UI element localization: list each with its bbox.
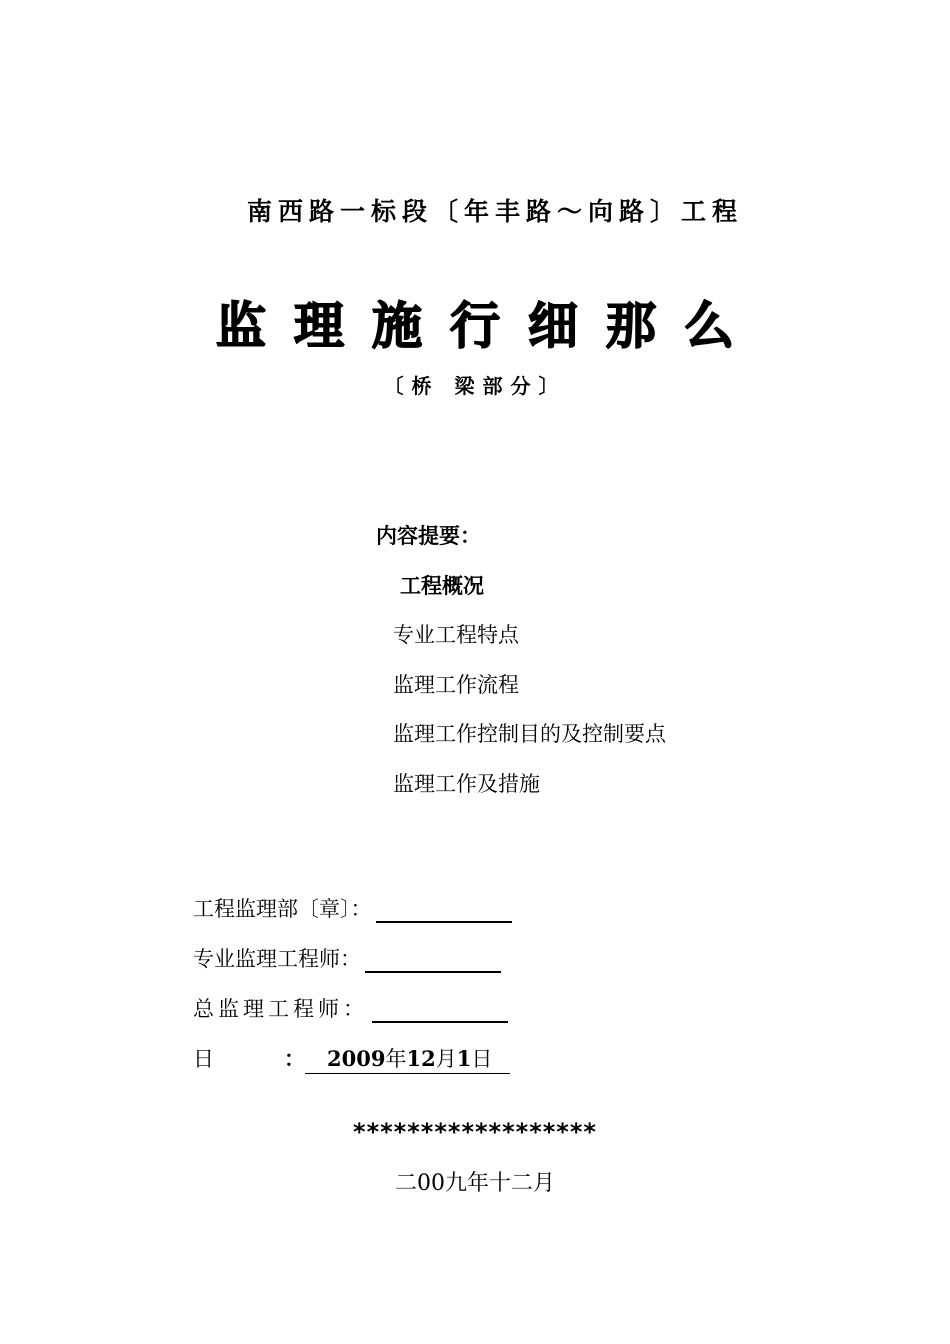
document-subtitle: 〔桥 梁部分〕: [383, 374, 567, 398]
dept-seal-label: 工程监理部〔章〕：: [193, 897, 372, 921]
date-label: 日: [193, 1047, 214, 1071]
contents-item-features: 专业工程特点: [393, 623, 519, 647]
chief-engineer-blank: [372, 999, 508, 1023]
contents-heading: 内容提要：: [376, 524, 481, 548]
project-title: 南西路一标段〔年丰路～向路〕工程: [246, 197, 743, 226]
dept-seal-blank: [376, 899, 512, 923]
document-title: 监理施行细那么: [216, 297, 762, 355]
specialist-engineer-line: [193, 943, 501, 973]
date-value: 2009年12月1日: [305, 1043, 510, 1074]
contents-item-control-points: 监理工作控制目的及控制要点: [393, 722, 666, 746]
footer-date: 二00九年十二月: [395, 1171, 555, 1196]
specialist-engineer-blank: [365, 949, 501, 973]
contents-item-overview: 工程概况: [400, 574, 484, 598]
contents-item-workflow: 监理工作流程: [393, 673, 519, 697]
date-colon: ：: [284, 1046, 305, 1071]
chief-engineer-line: [193, 993, 508, 1023]
date-line: [193, 1043, 510, 1074]
dept-seal-line: [193, 893, 512, 923]
specialist-engineer-label: 专业监理工程师：: [193, 947, 361, 971]
separator-stars: ******************: [353, 1118, 597, 1146]
contents-item-measures: 监理工作及措施: [393, 772, 540, 796]
chief-engineer-label: 总监理工程师：: [193, 997, 368, 1021]
